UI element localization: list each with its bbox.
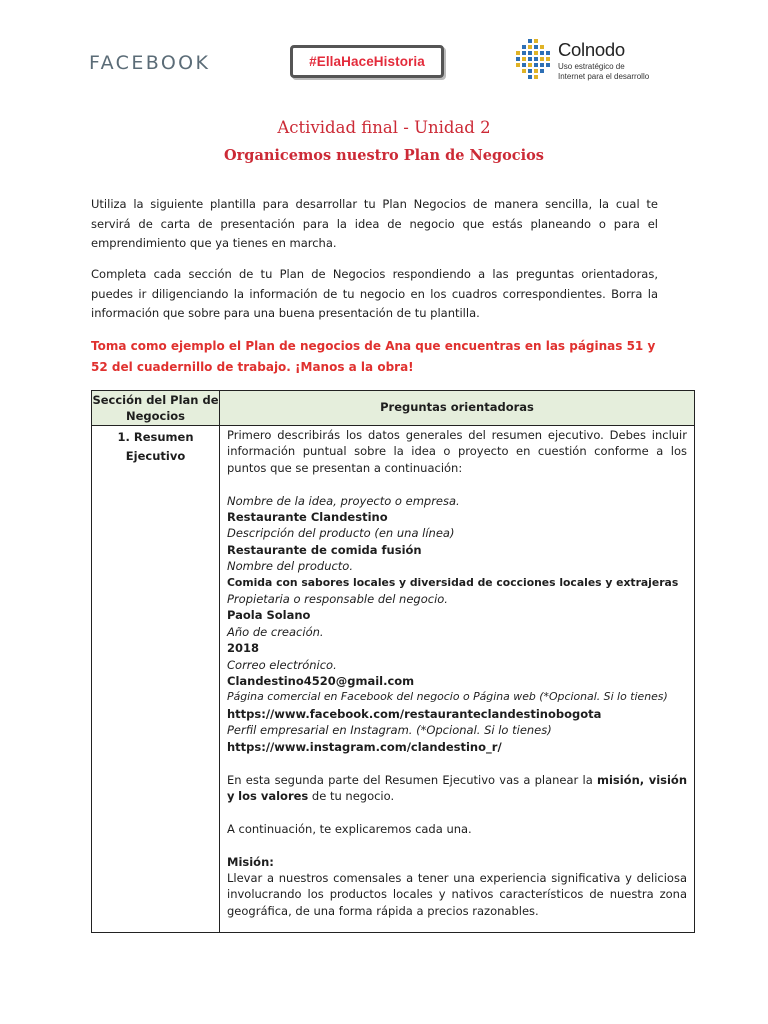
field-value: https://www.instagram.com/clandestino_r/ <box>227 739 502 754</box>
second-part-post: de tu negocio. <box>308 788 395 803</box>
section-label <box>92 428 219 466</box>
field-value: 2018 <box>227 641 260 656</box>
field-value: Restaurante Clandestino <box>227 510 388 525</box>
field-label: Descripción del producto (en una línea) <box>227 526 455 541</box>
field-value: https://www.facebook.com/restauranteclandestinobogota <box>227 706 602 721</box>
example-note: Toma como ejemplo el Plan de negocios de Ana que encuentras en las páginas 51 y 52 del cuadernillo de trabajo. ¡Manos a la obra! <box>91 339 656 374</box>
field-value: Restaurante de comida fusión <box>227 542 422 557</box>
business-plan-table <box>91 390 695 933</box>
field-label: Propietaria o responsable del negocio. <box>227 592 448 607</box>
facebook-logo: FACEBOOK <box>89 52 211 74</box>
section-label-line-2: Ejecutivo <box>125 449 186 463</box>
colnodo-name: Colnodo <box>558 39 625 60</box>
header-questions-column: Preguntas orientadoras <box>380 400 534 414</box>
header-section-column: Sección del Plan de Negocios <box>92 393 219 423</box>
page-title: Actividad final - Unidad 2 <box>277 118 491 137</box>
intro-paragraph-1: Utiliza la siguiente plantilla para desarrollar tu Plan Negocios de manera sencilla, la cual te servirá de carta de presentación para la idea de negocio que estás planeando o para el emprendimiento que ya tienes en marcha. <box>91 197 658 251</box>
colnodo-logo <box>513 33 663 91</box>
field-value: Comida con sabores locales y diversidad de cocciones locales y extrajeras <box>227 575 679 589</box>
intro-paragraph-2: Completa cada sección de tu Plan de Negocios respondiendo a las preguntas orientadoras, puedes ir diligenciando la información de tu negocio en los cuadros correspondientes. Borra la información que sobre para una buena presentación de tu plantilla. <box>91 267 658 321</box>
second-part-bold-1: misión, visión y <box>227 772 688 803</box>
colnodo-tagline-line-2: Internet para el desarrollo <box>558 72 650 81</box>
colnodo-cross-icon <box>513 37 555 85</box>
ella-badge-text: #EllaHaceHistoria <box>309 54 425 69</box>
field-value: Clandestino4520@gmail.com <box>227 674 415 689</box>
mision-text: Llevar a nuestros comensales a tener una experiencia significativa y deliciosa involucrando los productos locales y nativos característicos de nuestra zona geográfica, de una forma rápida a precios razonables. <box>227 870 687 918</box>
field-label: Página comercial en Facebook del negocio o Página web (*Opcional. Si lo tienes) <box>227 690 668 704</box>
field-label: Año de creación. <box>227 624 324 639</box>
colnodo-tagline-line-1: Uso estratégico de <box>558 62 625 71</box>
section-label-line-1: 1. Resumen <box>117 430 194 444</box>
page-subtitle: Organicemos nuestro Plan de Negocios <box>224 147 544 164</box>
second-part-pre: En esta segunda parte del Resumen Ejecutivo vas a planear la <box>227 772 597 787</box>
ella-hace-historia-badge <box>290 45 444 78</box>
field-label: Perfil empresarial en Instagram. (*Opcional. Si lo tienes) <box>227 723 552 738</box>
field-value: Paola Solano <box>227 608 311 623</box>
second-part-text <box>227 772 687 805</box>
section-content <box>227 427 687 919</box>
second-part-bold-2: los valores <box>238 788 309 803</box>
continuation-text: A continuación, te explicaremos cada una. <box>227 821 472 836</box>
section-intro-text: Primero describirás los datos generales del resumen ejecutivo. Debes incluir información puntual sobre la idea o proyecto en cuestión conforme a los puntos que se presentan a continuación: <box>227 428 687 475</box>
column-divider <box>219 391 220 932</box>
colnodo-tagline <box>558 62 668 82</box>
field-label: Correo electrónico. <box>227 657 337 672</box>
field-label: Nombre del producto. <box>227 559 354 574</box>
field-label: Nombre de la idea, proyecto o empresa. <box>227 493 460 508</box>
table-header-row <box>92 391 694 426</box>
mision-label: Misión: <box>227 854 274 869</box>
